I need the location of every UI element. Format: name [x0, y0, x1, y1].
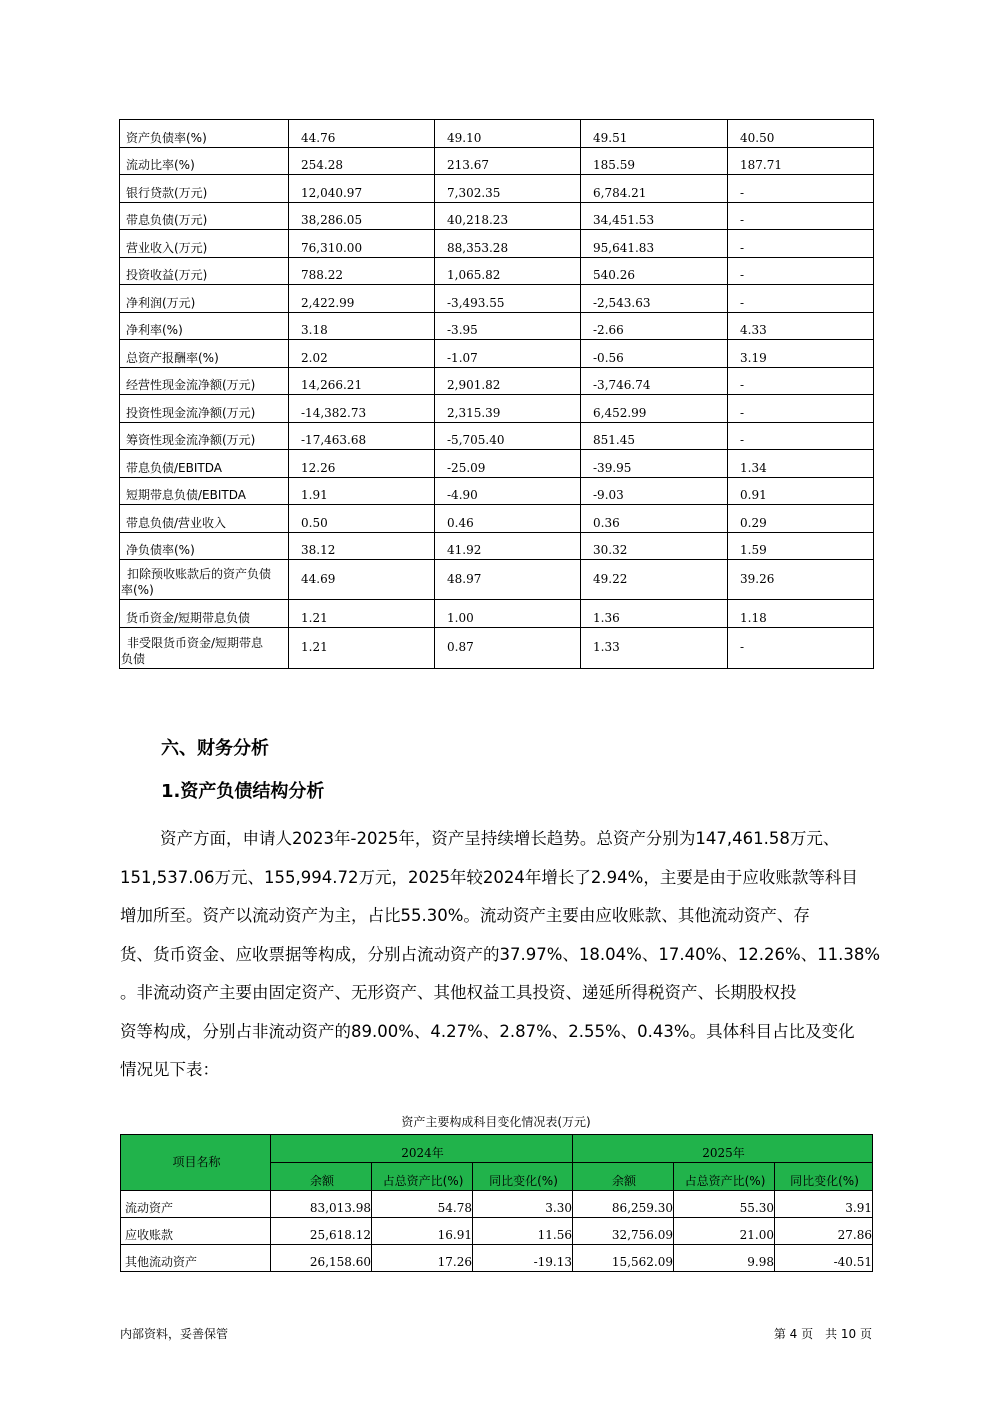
item-name: 应收账款: [121, 1218, 271, 1245]
row-value: -5,705.40: [435, 422, 581, 450]
row-value: 49.51: [581, 120, 728, 148]
row-value: 6,452.99: [581, 395, 728, 423]
paragraph-line: 。非流动资产主要由固定资产、无形资产、其他权益工具投资、递延所得税资产、长期股权投: [120, 983, 797, 1002]
row-value: -2.66: [581, 312, 728, 340]
row-value: 540.26: [581, 257, 728, 285]
row-label: 总资产报酬率(%): [120, 340, 289, 368]
table-row: [120, 230, 874, 258]
item-value: -40.51: [775, 1245, 873, 1272]
row-label: 筹资性现金流净额(万元): [120, 422, 289, 450]
row-value: 1.18: [728, 600, 874, 628]
row-value: 30.32: [581, 532, 728, 560]
row-label-line: 率(%): [121, 583, 154, 597]
table-row: [120, 395, 874, 423]
table-row: [120, 340, 874, 368]
row-value: 34,451.53: [581, 202, 728, 230]
item-value: 17.26: [372, 1245, 473, 1272]
table-row: [120, 627, 874, 668]
row-value: 41.92: [435, 532, 581, 560]
row-value: 2,315.39: [435, 395, 581, 423]
header-amount: 余额: [573, 1163, 674, 1191]
row-label: 净利润(万元): [120, 285, 289, 313]
row-value: 38,286.05: [289, 202, 435, 230]
row-value: 254.28: [289, 147, 435, 175]
item-value: 16.91: [372, 1218, 473, 1245]
row-value: 3.19: [728, 340, 874, 368]
row-value: 44.76: [289, 120, 435, 148]
row-label: [120, 560, 289, 600]
row-label: 货币资金/短期带息负债: [120, 600, 289, 628]
row-label: 带息负债/EBITDA: [120, 450, 289, 478]
row-label: 银行贷款(万元): [120, 175, 289, 203]
table-row: [120, 422, 874, 450]
row-value: -: [728, 257, 874, 285]
table-row: [120, 312, 874, 340]
header-change: 同比变化(%): [775, 1163, 873, 1191]
row-value: 851.45: [581, 422, 728, 450]
header-year-2024: 2024年: [271, 1135, 573, 1163]
paragraph-line: 货、货币资金、应收票据等构成，分别占流动资产的37.97%、18.04%、17.40%、12.26%、11.38%: [120, 944, 881, 964]
row-value: -: [728, 627, 874, 668]
item-value: 11.56: [473, 1218, 573, 1245]
row-value: 0.46: [435, 505, 581, 533]
row-value: -3,746.74: [581, 367, 728, 395]
table-row: [121, 1245, 873, 1272]
table-row: [120, 532, 874, 560]
row-value: -3,493.55: [435, 285, 581, 313]
item-name: 其他流动资产: [121, 1245, 271, 1272]
item-value: 25,618.12: [271, 1218, 372, 1245]
row-label-line: 非受限货币资金/短期带息: [127, 635, 264, 650]
item-value: 26,158.60: [271, 1245, 372, 1272]
row-value: -1.07: [435, 340, 581, 368]
row-value: -2,543.63: [581, 285, 728, 313]
header-share: 占总资产比(%): [674, 1163, 775, 1191]
row-value: 48.97: [435, 560, 581, 600]
table-row: [120, 477, 874, 505]
table-row: [120, 120, 874, 148]
row-value: -39.95: [581, 450, 728, 478]
row-value: -: [728, 230, 874, 258]
table-row: [120, 450, 874, 478]
row-value: -: [728, 422, 874, 450]
row-value: 1.33: [581, 627, 728, 668]
row-value: -: [728, 395, 874, 423]
row-value: -25.09: [435, 450, 581, 478]
paragraph-line: 资等构成，分别占非流动资产的89.00%、4.27%、2.87%、2.55%、0.43%。具体科目占比及变化: [120, 1021, 855, 1041]
row-value: -: [728, 285, 874, 313]
header-change: 同比变化(%): [473, 1163, 573, 1191]
item-value: 83,013.98: [271, 1191, 372, 1218]
section-heading: 六、财务分析: [161, 738, 269, 759]
row-value: 2.02: [289, 340, 435, 368]
row-value: 4.33: [728, 312, 874, 340]
row-label: 净利率(%): [120, 312, 289, 340]
item-value: 21.00: [674, 1218, 775, 1245]
row-value: 40.50: [728, 120, 874, 148]
row-value: 1.34: [728, 450, 874, 478]
item-name: 流动资产: [121, 1191, 271, 1218]
table-row: [121, 1218, 873, 1245]
row-value: 213.67: [435, 147, 581, 175]
row-value: 40,218.23: [435, 202, 581, 230]
row-value: 0.87: [435, 627, 581, 668]
table-row: [120, 202, 874, 230]
row-label: 经营性现金流净额(万元): [120, 367, 289, 395]
row-value: 2,901.82: [435, 367, 581, 395]
row-value: 39.26: [728, 560, 874, 600]
row-value: 14,266.21: [289, 367, 435, 395]
row-value: 7,302.35: [435, 175, 581, 203]
row-value: 187.71: [728, 147, 874, 175]
header-share: 占总资产比(%): [372, 1163, 473, 1191]
financial-ratio-table: [119, 119, 874, 669]
row-value: -3.95: [435, 312, 581, 340]
row-value: 1.91: [289, 477, 435, 505]
item-value: 9.98: [674, 1245, 775, 1272]
table-row: [120, 175, 874, 203]
sub-heading: 1.资产负债结构分析: [161, 781, 325, 802]
paragraph-line: 151,537.06万元、155,994.72万元，2025年较2024年增长了2.94%，主要是由于应收账款等科目: [120, 867, 858, 887]
table-row: [120, 560, 874, 600]
item-value: 27.86: [775, 1218, 873, 1245]
row-label: 营业收入(万元): [120, 230, 289, 258]
item-value: 3.30: [473, 1191, 573, 1218]
item-value: 3.91: [775, 1191, 873, 1218]
table-row: [121, 1191, 873, 1218]
row-label-line: 扣除预收账款后的资产负债: [127, 567, 272, 581]
row-value: 788.22: [289, 257, 435, 285]
row-label: [120, 627, 289, 668]
row-label: 带息负债/营业收入: [120, 505, 289, 533]
row-label: 流动比率(%): [120, 147, 289, 175]
row-value: 12,040.97: [289, 175, 435, 203]
row-value: 49.22: [581, 560, 728, 600]
row-label-line: 负债: [121, 651, 146, 666]
header-year-2025: 2025年: [573, 1135, 873, 1163]
row-value: 88,353.28: [435, 230, 581, 258]
asset-composition-table: [120, 1134, 873, 1272]
row-value: -14,382.73: [289, 395, 435, 423]
header-amount: 余额: [271, 1163, 372, 1191]
row-label: 投资性现金流净额(万元): [120, 395, 289, 423]
row-value: 0.29: [728, 505, 874, 533]
row-value: 1.21: [289, 600, 435, 628]
item-value: 86,259.30: [573, 1191, 674, 1218]
paragraph-line: 资产方面，申请人2023年-2025年，资产呈持续增长趋势。总资产分别为147,461.58万元、: [160, 829, 840, 848]
row-value: 95,641.83: [581, 230, 728, 258]
row-value: 49.10: [435, 120, 581, 148]
item-value: 55.30: [674, 1191, 775, 1218]
row-value: 185.59: [581, 147, 728, 175]
table-row: [120, 257, 874, 285]
row-label: 短期带息负债/EBITDA: [120, 477, 289, 505]
row-value: 1.21: [289, 627, 435, 668]
row-value: 12.26: [289, 450, 435, 478]
row-label: 投资收益(万元): [120, 257, 289, 285]
row-value: 0.91: [728, 477, 874, 505]
row-value: -4.90: [435, 477, 581, 505]
row-value: 0.36: [581, 505, 728, 533]
row-value: -9.03: [581, 477, 728, 505]
row-label: 资产负债率(%): [120, 120, 289, 148]
row-value: 1.59: [728, 532, 874, 560]
row-value: -: [728, 202, 874, 230]
table-row: [120, 505, 874, 533]
header-item-name: 项目名称: [121, 1135, 271, 1191]
row-value: 38.12: [289, 532, 435, 560]
row-value: 1.00: [435, 600, 581, 628]
paragraph-line: 增加所至。资产以流动资产为主，占比55.30%。流动资产主要由应收账款、其他流动资产、存: [120, 906, 810, 925]
row-value: 1,065.82: [435, 257, 581, 285]
row-value: 6,784.21: [581, 175, 728, 203]
row-value: 2,422.99: [289, 285, 435, 313]
row-value: 3.18: [289, 312, 435, 340]
table-caption: 资产主要构成科目变化情况表(万元): [401, 1115, 591, 1129]
table-row: [120, 367, 874, 395]
row-label: 带息负债(万元): [120, 202, 289, 230]
table-row: [120, 147, 874, 175]
row-value: -0.56: [581, 340, 728, 368]
row-value: 44.69: [289, 560, 435, 600]
item-value: -19.13: [473, 1245, 573, 1272]
row-value: -: [728, 175, 874, 203]
item-value: 15,562.09: [573, 1245, 674, 1272]
row-label: 净负债率(%): [120, 532, 289, 560]
row-value: 1.36: [581, 600, 728, 628]
table-row: [120, 600, 874, 628]
paragraph-line: 情况见下表：: [120, 1060, 219, 1079]
row-value: -: [728, 367, 874, 395]
item-value: 32,756.09: [573, 1218, 674, 1245]
row-value: 76,310.00: [289, 230, 435, 258]
item-value: 54.78: [372, 1191, 473, 1218]
analysis-paragraph: [120, 820, 881, 1090]
row-value: -17,463.68: [289, 422, 435, 450]
footer-confidential: 内部资料，妥善保管: [120, 1327, 229, 1341]
row-value: 0.50: [289, 505, 435, 533]
table-row: [120, 285, 874, 313]
footer-page-number: 第 4 页 共 10 页: [773, 1327, 872, 1341]
